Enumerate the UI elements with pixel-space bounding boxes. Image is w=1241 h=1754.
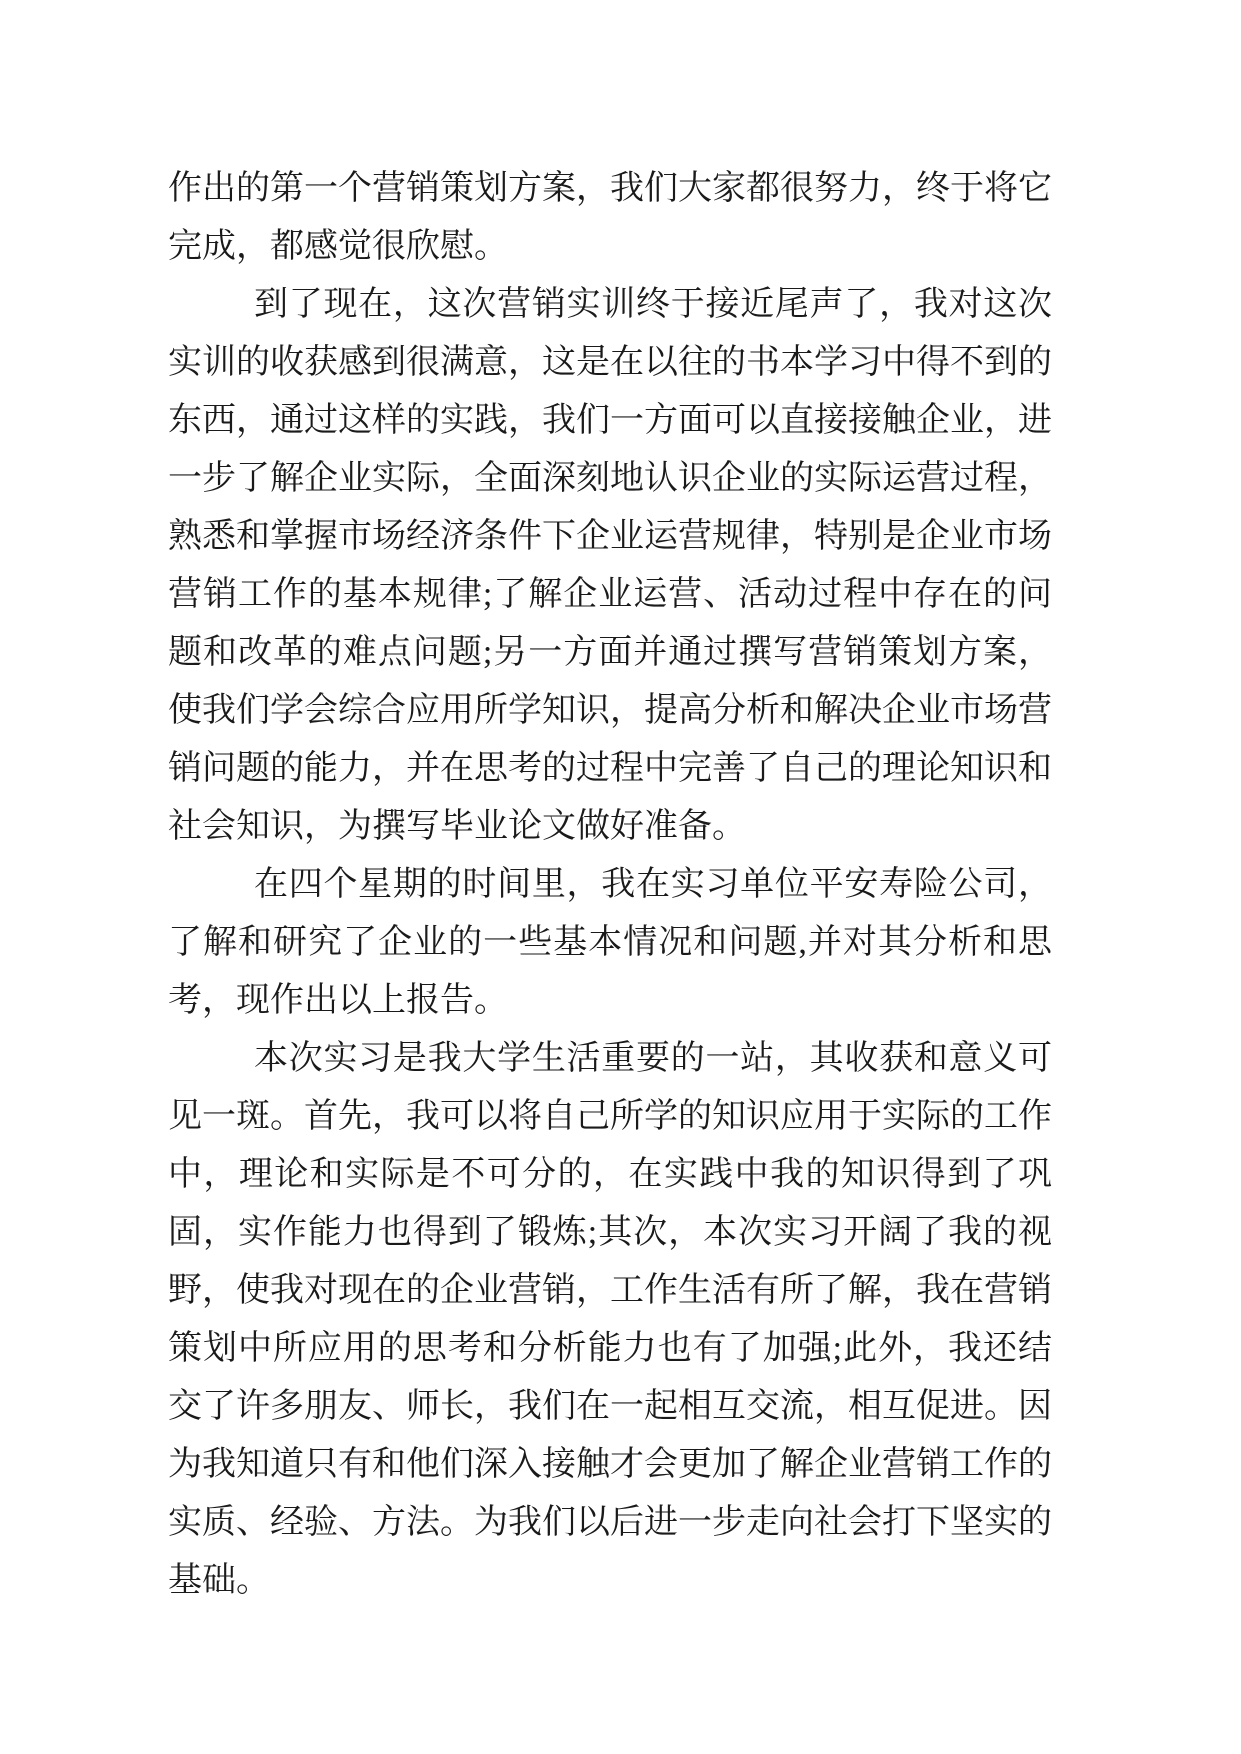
document-text-block (168, 160, 1052, 1610)
paragraph-continuation: 作出的第一个营销策划方案，我们大家都很努力，终于将它完成，都感觉很欣慰。 (168, 170, 1052, 265)
paragraph-internship-summary: 到了现在，这次营销实训终于接近尾声了，我对这次实训的收获感到很满意，这是在以往的书本学习中得不到的东西，通过这样的实践，我们一方面可以直接接触企业，进一步了解企业实际，全面深刻地认识企业的实际运营过程，熟悉和掌握市场经济条件下企业运营规律，特别是企业市场营销工作的基本规律;了解企业运营、活动过程中存在的问题和改革的难点问题;另一方面并通过撰写营销策划方案，使我们学会综合应用所学知识，提高分析和解决企业市场营销问题的能力，并在思考的过程中完善了自己的理论知识和社会知识，为撰写毕业论文做好准备。 (168, 286, 1052, 845)
paragraph-internship-significance: 本次实习是我大学生活重要的一站，其收获和意义可见一斑。首先，我可以将自己所学的知识应用于实际的工作中，理论和实际是不可分的，在实践中我的知识得到了巩固，实作能力也得到了锻炼;其次，本次实习开阔了我的视野，使我对现在的企业营销，工作生活有所了解，我在营销策划中所应用的思考和分析能力也有了加强;此外，我还结交了许多朋友、师长，我们在一起相互交流，相互促进。因为我知道只有和他们深入接触才会更加了解企业营销工作的实质、经验、方法。为我们以后进一步走向社会打下坚实的基础。 (168, 1040, 1052, 1599)
paragraph-four-weeks-report: 在四个星期的时间里，我在实习单位平安寿险公司，了解和研究了企业的一些基本情况和问题,并对其分析和思考，现作出以上报告。 (168, 866, 1052, 1019)
